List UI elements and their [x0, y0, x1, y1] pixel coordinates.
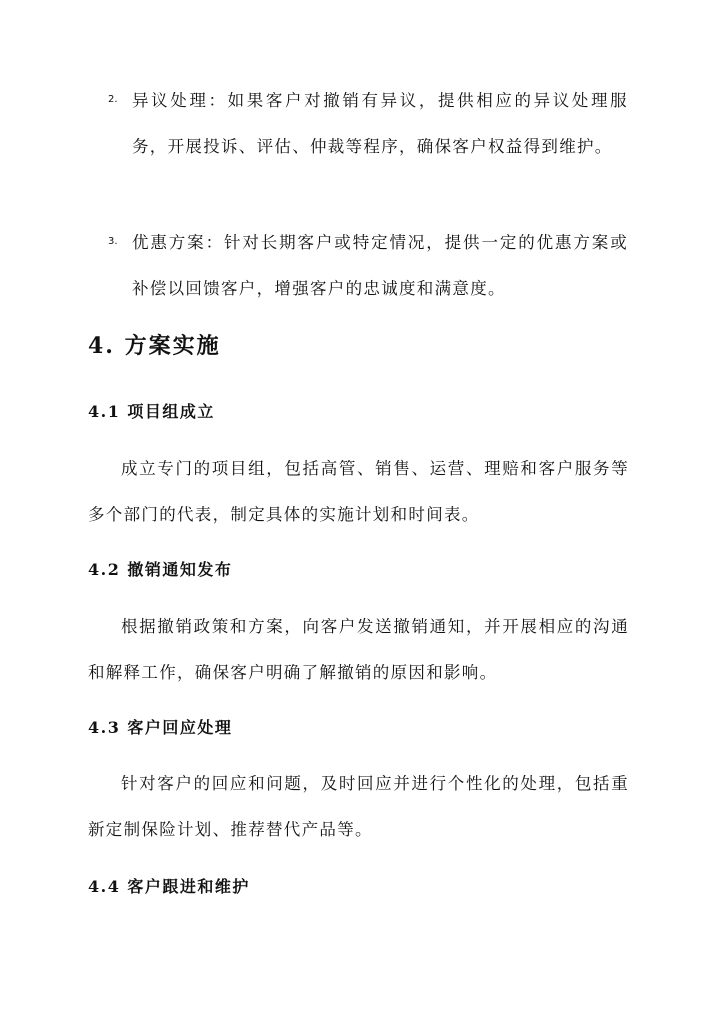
- subsection-heading: 4.3 客户回应处理: [88, 718, 233, 737]
- list-item: [88, 78, 628, 218]
- paragraph: 针对客户的回应和问题，及时回应并进行个性化的处理，包括重新定制保险计划、推荐替代产品等。: [88, 774, 629, 839]
- subsection-heading: 4.1 项目组成立: [88, 402, 215, 421]
- list-item-text: 异议处理：如果客户对撤销有异议，提供相应的异议处理服务，开展投诉、评估、仲裁等程序，确保客户权益得到维护。: [132, 91, 628, 156]
- list-item: [88, 220, 628, 312]
- list-item-number: 2.: [108, 94, 118, 105]
- list-item-number: 3.: [108, 236, 118, 247]
- section-heading: 4. 方案实施: [88, 333, 221, 359]
- list-item-text: 优惠方案：针对长期客户或特定情况，提供一定的优惠方案或补偿以回馈客户，增强客户的忠诚度和满意度。: [132, 233, 628, 298]
- subsection-heading: 4.4 客户跟进和维护: [88, 877, 250, 896]
- paragraph: 成立专门的项目组，包括高管、销售、运营、理赔和客户服务等多个部门的代表，制定具体的实施计划和时间表。: [88, 459, 629, 524]
- paragraph: 根据撤销政策和方案，向客户发送撤销通知，并开展相应的沟通和解释工作，确保客户明确了解撤销的原因和影响。: [88, 617, 629, 682]
- subsection-heading: 4.2 撤销通知发布: [88, 560, 233, 579]
